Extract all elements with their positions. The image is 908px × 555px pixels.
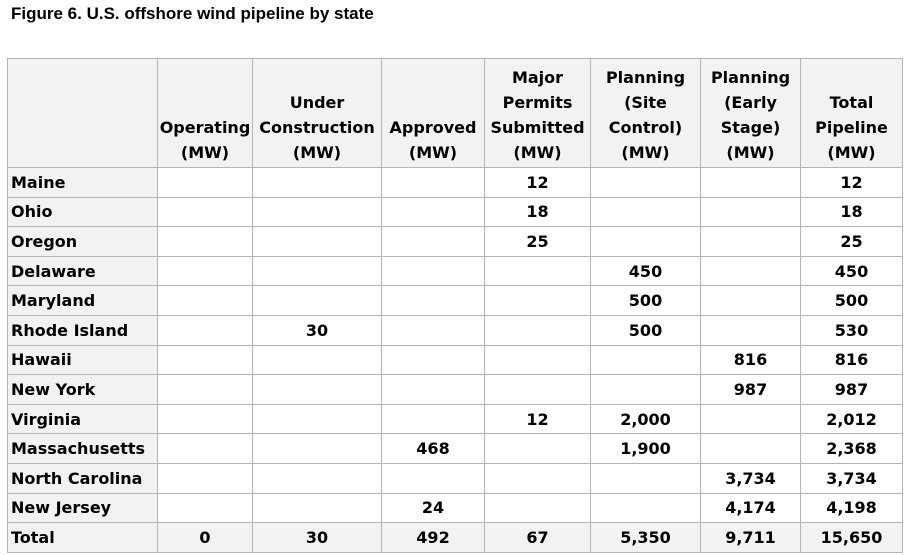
cell-operating — [158, 256, 253, 286]
cell-under-construction — [253, 168, 382, 198]
cell-planning-site: 1,900 — [591, 434, 701, 464]
cell-operating — [158, 345, 253, 375]
column-header-line: (MW) — [292, 143, 342, 162]
cell-approved — [382, 375, 485, 405]
cell-under-construction — [253, 404, 382, 434]
cell-approved: 468 — [382, 434, 485, 464]
column-header-state — [8, 59, 158, 168]
state-name: Delaware — [8, 256, 158, 286]
cell-total: 500 — [801, 286, 903, 316]
cell-approved — [382, 197, 485, 227]
cell-operating: 0 — [158, 523, 253, 553]
cell-planning-site — [591, 227, 701, 257]
cell-operating — [158, 168, 253, 198]
cell-under-construction: 30 — [253, 523, 382, 553]
state-name: Virginia — [8, 404, 158, 434]
cell-operating — [158, 315, 253, 345]
cell-operating — [158, 286, 253, 316]
cell-planning-early: 3,734 — [701, 463, 801, 493]
column-header-line: Major — [511, 68, 564, 87]
cell-planning-site — [591, 197, 701, 227]
state-name: Oregon — [8, 227, 158, 257]
cell-planning-early — [701, 315, 801, 345]
cell-approved — [382, 286, 485, 316]
pipeline-table — [7, 58, 903, 553]
column-header-line: Under — [289, 93, 345, 112]
cell-under-construction — [253, 345, 382, 375]
table-row — [8, 315, 903, 345]
cell-under-construction — [253, 286, 382, 316]
cell-approved: 24 — [382, 493, 485, 523]
column-header-line: (MW) — [180, 143, 230, 162]
table-row — [8, 227, 903, 257]
state-name: New York — [8, 375, 158, 405]
column-header-line: (MW) — [621, 143, 670, 162]
table-row — [8, 375, 903, 405]
cell-planning-early — [701, 256, 801, 286]
column-header-line: Pipeline — [815, 118, 888, 137]
column-header-line: Submitted — [490, 118, 585, 137]
column-header-line: Operating — [159, 118, 251, 137]
cell-planning-site — [591, 168, 701, 198]
cell-operating — [158, 493, 253, 523]
cell-planning-site: 2,000 — [591, 404, 701, 434]
table-body — [8, 168, 903, 553]
cell-major-permits — [485, 493, 591, 523]
table-row — [8, 463, 903, 493]
column-header-line: Permits — [502, 93, 573, 112]
cell-operating — [158, 434, 253, 464]
column-header-line: Total — [829, 93, 874, 112]
state-name: New Jersey — [8, 493, 158, 523]
cell-approved — [382, 168, 485, 198]
cell-approved — [382, 256, 485, 286]
cell-under-construction — [253, 375, 382, 405]
cell-planning-site: 500 — [591, 286, 701, 316]
cell-planning-early — [701, 227, 801, 257]
cell-planning-site — [591, 493, 701, 523]
cell-total: 12 — [801, 168, 903, 198]
column-header-line: (Early — [724, 93, 777, 112]
cell-total: 987 — [801, 375, 903, 405]
column-header-planning-early — [701, 59, 801, 168]
cell-planning-site: 450 — [591, 256, 701, 286]
cell-under-construction: 30 — [253, 315, 382, 345]
cell-planning-early — [701, 286, 801, 316]
cell-planning-early: 4,174 — [701, 493, 801, 523]
table-row — [8, 493, 903, 523]
cell-major-permits: 18 — [485, 197, 591, 227]
cell-planning-early — [701, 404, 801, 434]
column-header-planning-site — [591, 59, 701, 168]
cell-total: 18 — [801, 197, 903, 227]
cell-under-construction — [253, 227, 382, 257]
cell-major-permits: 25 — [485, 227, 591, 257]
total-label: Total — [8, 523, 158, 553]
cell-under-construction — [253, 493, 382, 523]
state-name: Maryland — [8, 286, 158, 316]
cell-operating — [158, 197, 253, 227]
cell-planning-site: 500 — [591, 315, 701, 345]
cell-operating — [158, 404, 253, 434]
cell-planning-site — [591, 345, 701, 375]
cell-total: 2,368 — [801, 434, 903, 464]
column-header-line: Planning — [605, 68, 686, 87]
state-name: Massachusetts — [8, 434, 158, 464]
cell-planning-early: 816 — [701, 345, 801, 375]
cell-major-permits — [485, 345, 591, 375]
table-row — [8, 256, 903, 286]
column-header-line: Construction — [259, 118, 375, 137]
cell-under-construction — [253, 434, 382, 464]
cell-major-permits: 12 — [485, 168, 591, 198]
column-header-line: Control) — [608, 118, 683, 137]
table-row — [8, 168, 903, 198]
cell-total: 816 — [801, 345, 903, 375]
cell-total: 2,012 — [801, 404, 903, 434]
cell-major-permits — [485, 286, 591, 316]
cell-major-permits — [485, 256, 591, 286]
cell-major-permits: 67 — [485, 523, 591, 553]
cell-planning-early: 987 — [701, 375, 801, 405]
state-name: Hawaii — [8, 345, 158, 375]
column-header-line: (MW) — [726, 143, 775, 162]
state-name: Maine — [8, 168, 158, 198]
cell-major-permits: 12 — [485, 404, 591, 434]
column-header-approved — [382, 59, 485, 168]
column-header-line: (MW) — [513, 143, 562, 162]
cell-planning-site — [591, 375, 701, 405]
cell-major-permits — [485, 463, 591, 493]
table-row — [8, 345, 903, 375]
cell-approved — [382, 404, 485, 434]
header-row — [8, 59, 903, 168]
column-header-line: Approved — [389, 118, 477, 137]
state-name: North Carolina — [8, 463, 158, 493]
cell-total: 15,650 — [801, 523, 903, 553]
cell-approved: 492 — [382, 523, 485, 553]
cell-total: 450 — [801, 256, 903, 286]
cell-major-permits — [485, 375, 591, 405]
total-row — [8, 523, 903, 553]
state-name: Rhode Island — [8, 315, 158, 345]
cell-operating — [158, 227, 253, 257]
table-row — [8, 434, 903, 464]
table-row — [8, 197, 903, 227]
cell-operating — [158, 375, 253, 405]
figure-title: Figure 6. U.S. offshore wind pipeline by state — [11, 4, 374, 23]
cell-under-construction — [253, 463, 382, 493]
cell-planning-site — [591, 463, 701, 493]
column-header-major-permits — [485, 59, 591, 168]
cell-approved — [382, 345, 485, 375]
cell-under-construction — [253, 256, 382, 286]
cell-planning-early: 9,711 — [701, 523, 801, 553]
column-header-line: (MW) — [408, 143, 458, 162]
cell-approved — [382, 227, 485, 257]
cell-major-permits — [485, 315, 591, 345]
cell-planning-early — [701, 197, 801, 227]
column-header-line: (MW) — [827, 143, 876, 162]
cell-total: 25 — [801, 227, 903, 257]
cell-approved — [382, 463, 485, 493]
state-name: Ohio — [8, 197, 158, 227]
cell-total: 530 — [801, 315, 903, 345]
column-header-under-construction — [253, 59, 382, 168]
cell-approved — [382, 315, 485, 345]
column-header-line: Planning — [710, 68, 791, 87]
column-header-line: Stage) — [720, 118, 781, 137]
column-header-line: (Site — [624, 93, 667, 112]
table-row — [8, 286, 903, 316]
cell-operating — [158, 463, 253, 493]
cell-planning-early — [701, 168, 801, 198]
cell-major-permits — [485, 434, 591, 464]
cell-total: 3,734 — [801, 463, 903, 493]
cell-total: 4,198 — [801, 493, 903, 523]
cell-planning-site: 5,350 — [591, 523, 701, 553]
table-row — [8, 404, 903, 434]
cell-planning-early — [701, 434, 801, 464]
cell-under-construction — [253, 197, 382, 227]
column-header-operating — [158, 59, 253, 168]
column-header-total — [801, 59, 903, 168]
